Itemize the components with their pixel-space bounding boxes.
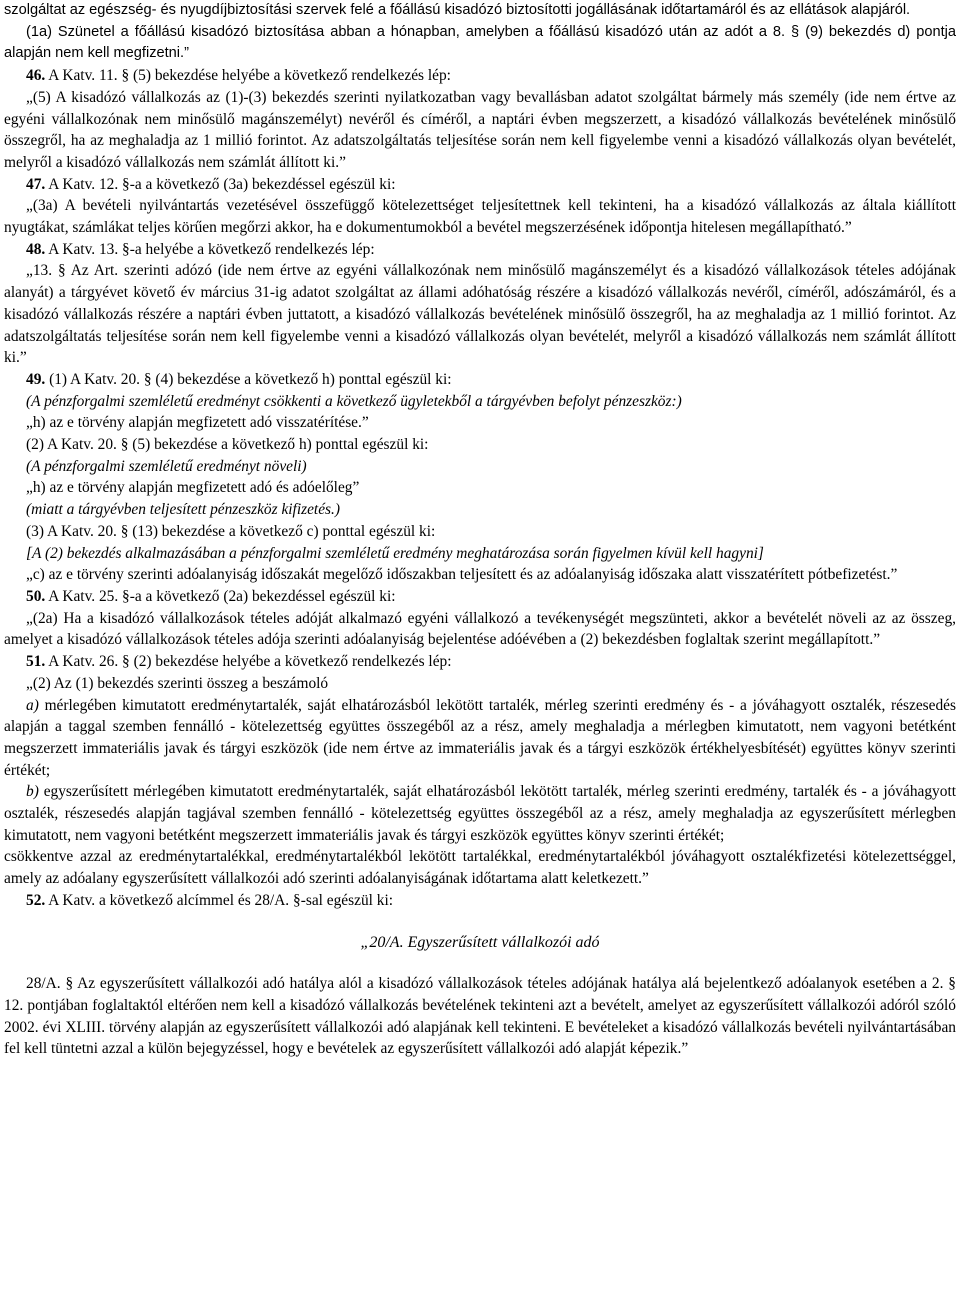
section-text: (1) A Katv. 20. § (4) bekezdése a következő h) ponttal egészül ki: xyxy=(49,370,452,388)
point-label: b) xyxy=(26,783,39,801)
point-text: mérlegében kimutatott eredménytartalék, saját elhatározásból lekötött tartalék, mérleg szerinti eredmény és - a jóváhagyott osztalék, részesedés alapján a taggal szemben fennálló - kötelezettség együttes összegéből az a rész, amely meghaladja a mérlegben kimutatott, nem vagyoni betétként megszerzett immateriális javak és tárgyi eszközök (ide nem értve az immateriális javak és a tárgyi eszközök értékhelyesbítését) együttes könyv szerinti értékét; xyxy=(4,696,956,779)
section-49-line-4: (3) A Katv. 20. § (13) bekezdése a következő c) ponttal egészül ki: xyxy=(26,522,436,540)
section-51-heading xyxy=(4,651,956,673)
section-51-point-b xyxy=(4,781,956,846)
section-49-italic-4: [A (2) bekezdés alkalmazásában a pénzforgalmi szemléletű eredmény meghatározása során figyelmen kívül kell hagyni] xyxy=(26,544,764,562)
section-number: 50. xyxy=(26,587,46,605)
section-number: 49. xyxy=(26,370,46,388)
section-text: A Katv. 11. § (5) bekezdése helyébe a következő rendelkezés lép: xyxy=(48,67,451,85)
section-47-heading xyxy=(4,174,956,196)
paragraph-1a: (1a) Szünetel a főállású kisadózó biztosítása abban a hónapban, amelyben a főállású kisadózó után az adót a 8. § (9) bekezdés d) pontja alapján nem kell megfizetni.” xyxy=(4,23,956,62)
section-49-line-3: „h) az e törvény alapján megfizetett adó és adóelőleg” xyxy=(26,479,360,497)
section-51-line-1: „(2) Az (1) bekezdés szerinti összeg a beszámoló xyxy=(26,674,329,692)
section-49-italic-1: (A pénzforgalmi szemléletű eredményt csökkenti a következő ügyletekből a tárgyévben befolyt pénzeszköz:) xyxy=(26,392,682,410)
point-label: a) xyxy=(26,696,39,714)
section-49-italic-3: (miatt a tárgyévben teljesített pénzeszköz kifizetés.) xyxy=(26,501,340,519)
section-48-heading xyxy=(4,239,956,261)
section-50-body: „(2a) Ha a kisadózó vállalkozások tételes adóját alkalmazó egyéni vállalkozó a tevékenységét megszünteti, akkor a bevételét növeli az az összeg, amelyet a kisadózó vállalkozások tételes adója szerinti adóalanyiság bejelentése adóévében a (2) bekezdésben foglaltak szerint megállapított.” xyxy=(4,609,956,649)
section-49-line-2: (2) A Katv. 20. § (5) bekezdése a következő h) ponttal egészül ki: xyxy=(26,436,429,454)
section-47-body: „(3a) A bevételi nyilvántartás vezetésével összefüggő kötelezettséget teljesítettnek kell tekinteni, ha a kisadózó vállalkozás az általa kiállított nyugtákat, számlákat teljes körűen megőrzi akkor, ha e dokumentumokból a bevétel megszerzésének időpontja hitelesen megállapítható.” xyxy=(4,197,956,237)
section-52-heading xyxy=(4,890,956,912)
section-number: 51. xyxy=(26,653,46,671)
section-49-heading xyxy=(4,369,956,391)
section-51-point-a xyxy=(4,695,956,782)
section-49-body: „c) az e törvény szerinti adóalanyiság időszakát megelőző időszakban teljesített és az adóalanyiság időszaka alatt visszatérített pótbefizetést.” xyxy=(26,566,898,584)
section-text: A Katv. 12. §-a a következő (3a) bekezdéssel egészül ki: xyxy=(48,175,396,193)
section-number: 47. xyxy=(26,175,46,193)
section-46-heading xyxy=(4,65,956,87)
section-number: 52. xyxy=(26,891,46,909)
section-text: A Katv. a következő alcímmel és 28/A. §-sal egészül ki: xyxy=(48,891,394,909)
point-text: egyszerűsített mérlegében kimutatott eredménytartalék, saját elhatározásból lekötött tartalék, mérleg szerinti eredmény, tartalék és - a jóváhagyott osztalék, részesedés alapján tagjával szemben fennálló - kötelezettség együttes összegéből az a rész, amely meghaladja az egyszerűsített mérlegben kimutatott, nem vagyoni betétként megszerzett immateriális javak és tárgyi eszközök együttes könyv szerinti értékét; xyxy=(4,783,956,844)
section-49-line-1: „h) az e törvény alapján megfizetett adó visszatérítése.” xyxy=(26,414,369,432)
section-48-body: „13. § Az Art. szerinti adózó (ide nem értve az egyéni vállalkozónak nem minősülő magánszemélyt és a kisadózó vállalkozások tételes adójának alanyát) a tárgyévet követő év március 31-ig adatot szolgáltat az állami adóhatóság részére a kisadózó vállalkozás nevéről, címéről, adószámáról, és a kisadózó vállalkozás részére a naptári évben juttatott, a kisadózó vállalkozás bevételének minősülő összegről, ha az meghaladja az 1 millió forintot. Az adatszolgáltatás teljesítése során nem kell figyelembe venni a kisadózó vállalkozás olyan bevételét, melyről a kisadózó vállalkozás nem számlát állított ki.” xyxy=(4,262,956,367)
section-28a-body: 28/A. § Az egyszerűsített vállalkozói adó hatálya alól a kisadózó vállalkozások tételes adójának hatálya alá bejelentkező adóalanyok esetében a 2. § 12. pontjában foglaltaktól eltérően nem kell a kisadózó vállalkozás bevételének tekinteni azt a bevételt, amelyet az egyszerűsített vállalkozói adóról szóló 2002. évi XLIII. törvény alapján az egyszerűsített vállalkozói adó alapjának kell tekinteni. E bevételeket a kisadózó vállalkozás bevételi nyilvántartásában fel kell tüntetni azzal a külön bejegyzéssel, hogy e bevételek az egyszerűsített vállalkozói adó alapját képezik.” xyxy=(4,975,956,1058)
section-text: A Katv. 26. § (2) bekezdése helyébe a következő rendelkezés lép: xyxy=(48,653,452,671)
section-number: 46. xyxy=(26,67,46,85)
paragraph-intro: szolgáltat az egészség- és nyugdíjbiztosítási szervek felé a főállású kisadózó biztosítotti jogállásának időtartamáról és az ellátások alapjáról. xyxy=(4,2,911,18)
spacer xyxy=(4,953,956,973)
spacer xyxy=(4,912,956,932)
section-text: A Katv. 13. §-a helyébe a következő rendelkezés lép: xyxy=(48,240,375,258)
section-51-tail: csökkentve azzal az eredménytartalékkal, eredménytartalékból lekötött tartalékkal, eredménytartalékból jóváhagyott osztalékfizetési kötelezettséggel, amely az adóalany egyszerűsített vállalkozói adó szerinti adóalanyiságának időtartama alatt keletkezett.” xyxy=(4,848,956,888)
section-number: 48. xyxy=(26,240,46,258)
section-49-italic-2: (A pénzforgalmi szemléletű eredményt növeli) xyxy=(26,457,307,475)
section-50-heading xyxy=(4,586,956,608)
section-46-body: „(5) A kisadózó vállalkozás az (1)-(3) bekezdés szerinti nyilatkozatban vagy bevallásban adatot szolgáltat bármely más személy (ide nem értve az egyéni vállalkozónak nem minősülő magánszemélyt) nevéről és címéről, a naptári évben megszerzett, a kisadózó vállalkozás bevételének minősülő összegről, ha az meghaladja az 1 millió forintot. Az adatszolgáltatás teljesítése során nem kell figyelembe venni a kisadózó vállalkozás olyan bevételét, melyről a kisadózó vállalkozás nem számlát állított ki.” xyxy=(4,88,956,171)
subtitle: „20/A. Egyszerűsített vállalkozói adó xyxy=(360,933,600,951)
intro-block xyxy=(4,0,956,65)
section-text: A Katv. 25. §-a a következő (2a) bekezdéssel egészül ki: xyxy=(48,587,396,605)
